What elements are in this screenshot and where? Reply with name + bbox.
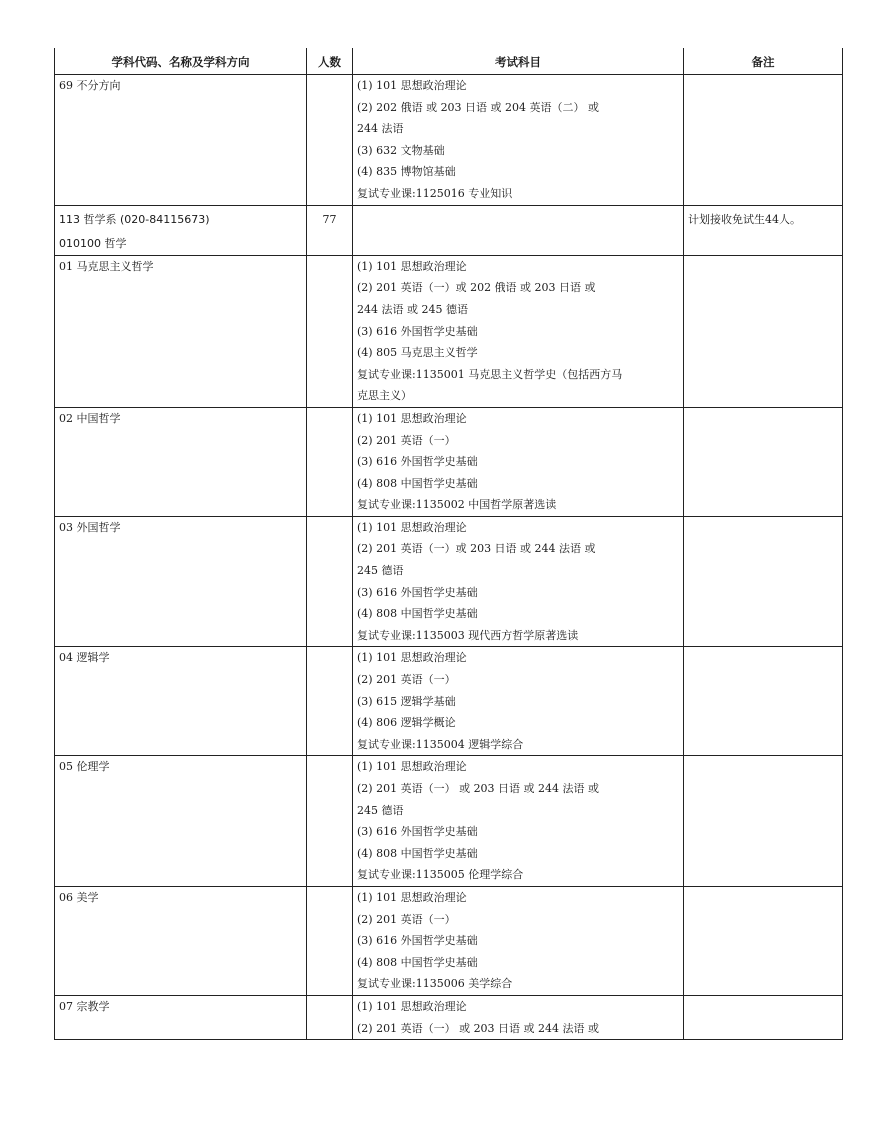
note-cell <box>684 75 843 206</box>
exam-line: (1) 101 思想政治理论 <box>357 411 467 425</box>
count-cell <box>307 75 353 206</box>
header-count: 人数 <box>307 48 353 75</box>
table-row <box>55 407 843 516</box>
exam-line: (4) 808 中国哲学史基础 <box>357 476 478 490</box>
exam-line: 244 法语 或 245 德语 <box>357 302 468 316</box>
exam-cell <box>353 516 684 647</box>
exam-line: (1) 101 思想政治理论 <box>357 520 467 534</box>
exam-cell <box>353 255 684 407</box>
exam-line: (1) 101 思想政治理论 <box>357 999 467 1013</box>
count-cell <box>307 230 353 255</box>
exam-line: 复试专业课:1135001 马克思主义哲学史（包括西方马 <box>357 367 623 381</box>
exam-line: 复试专业课:1135002 中国哲学原著选读 <box>357 498 557 512</box>
exam-line: (3) 616 外国哲学史基础 <box>357 934 478 948</box>
department-note: 计划接收免试生44人。 <box>684 205 843 255</box>
header-note: 备注 <box>684 48 843 75</box>
note-cell <box>684 255 843 407</box>
table-row <box>55 75 843 206</box>
count-cell <box>307 647 353 756</box>
exam-line: 复试专业课:1135004 逻辑学综合 <box>357 737 524 751</box>
exam-line: (2) 201 英语（一） 或 203 日语 或 244 法语 或 <box>357 782 600 795</box>
note-cell <box>684 756 843 887</box>
exam-line: (1) 101 思想政治理论 <box>357 890 467 904</box>
exam-cell <box>353 205 684 255</box>
count-cell <box>307 886 353 995</box>
department-name: 113 哲学系 (020-84115673) <box>55 205 307 230</box>
exam-cell <box>353 647 684 756</box>
exam-line: (4) 805 马克思主义哲学 <box>357 346 478 360</box>
count-cell <box>307 995 353 1039</box>
table-row <box>55 995 843 1039</box>
major-cell: 02 中国哲学 <box>55 407 307 516</box>
exam-line: 245 德语 <box>357 803 404 817</box>
exam-line: (4) 808 中国哲学史基础 <box>357 846 478 860</box>
exam-subjects-table <box>54 48 843 1040</box>
major-cell: 03 外国哲学 <box>55 516 307 647</box>
major-cell: 05 伦理学 <box>55 756 307 887</box>
exam-line: 245 德语 <box>357 564 404 578</box>
exam-line: (4) 808 中国哲学史基础 <box>357 607 478 621</box>
table-row <box>55 756 843 887</box>
exam-line: (3) 616 外国哲学史基础 <box>357 324 478 338</box>
exam-line: 克思主义） <box>357 389 412 403</box>
exam-line: (2) 201 英语（一） <box>357 912 456 926</box>
table-header-row <box>55 48 843 75</box>
exam-cell <box>353 995 684 1039</box>
department-count: 77 <box>307 205 353 230</box>
exam-line: (1) 101 思想政治理论 <box>357 760 467 774</box>
exam-line: 复试专业课:1135003 现代西方哲学原著选读 <box>357 628 579 642</box>
exam-line: (1) 101 思想政治理论 <box>357 79 467 92</box>
exam-cell <box>353 886 684 995</box>
exam-line: (4) 835 博物馆基础 <box>357 165 456 179</box>
major-cell: 69 不分方向 <box>55 75 307 206</box>
exam-line: (3) 615 逻辑学基础 <box>357 694 456 708</box>
note-cell <box>684 647 843 756</box>
count-cell <box>307 407 353 516</box>
exam-line: (3) 616 外国哲学史基础 <box>357 585 478 599</box>
note-cell <box>684 886 843 995</box>
note-cell <box>684 407 843 516</box>
exam-line: (2) 201 英语（一） <box>357 433 456 447</box>
department-row <box>55 205 843 230</box>
major-cell: 06 美学 <box>55 886 307 995</box>
exam-line: (2) 201 英语（一）或 202 俄语 或 203 日语 或 <box>357 281 596 295</box>
exam-line: (4) 808 中国哲学史基础 <box>357 955 478 969</box>
exam-line: 复试专业课:1135005 伦理学综合 <box>357 868 524 882</box>
major-cell: 07 宗教学 <box>55 995 307 1039</box>
exam-cell <box>353 756 684 887</box>
count-cell <box>307 516 353 647</box>
exam-line: 复试专业课:1125016 专业知识 <box>357 186 513 200</box>
header-exam: 考试科目 <box>353 48 684 75</box>
exam-line: (2) 201 英语（一）或 203 日语 或 244 法语 或 <box>357 542 596 556</box>
exam-cell <box>353 407 684 516</box>
major-cell: 04 逻辑学 <box>55 647 307 756</box>
exam-cell <box>353 75 684 206</box>
exam-line: 244 法语 <box>357 122 404 136</box>
table-row <box>55 516 843 647</box>
exam-line: 复试专业课:1135006 美学综合 <box>357 977 513 991</box>
major-cell: 01 马克思主义哲学 <box>55 255 307 407</box>
note-cell <box>684 995 843 1039</box>
count-cell <box>307 756 353 887</box>
subject-name: 010100 哲学 <box>55 230 307 255</box>
exam-line: (4) 806 逻辑学概论 <box>357 716 456 730</box>
exam-line: (3) 616 外国哲学史基础 <box>357 825 478 839</box>
exam-line: (3) 616 外国哲学史基础 <box>357 455 478 469</box>
table-row <box>55 255 843 407</box>
table-row <box>55 886 843 995</box>
exam-line: (1) 101 思想政治理论 <box>357 651 467 665</box>
exam-line: (2) 201 英语（一） <box>357 673 456 687</box>
exam-line: (1) 101 思想政治理论 <box>357 259 467 273</box>
count-cell <box>307 255 353 407</box>
header-major: 学科代码、名称及学科方向 <box>55 48 307 75</box>
exam-line: (2) 201 英语（一） 或 203 日语 或 244 法语 或 <box>357 1021 600 1035</box>
exam-line: (3) 632 文物基础 <box>357 143 445 157</box>
exam-line: (2) 202 俄语 或 203 日语 或 204 英语（二） 或 <box>357 100 600 114</box>
table-row <box>55 647 843 756</box>
note-cell <box>684 516 843 647</box>
